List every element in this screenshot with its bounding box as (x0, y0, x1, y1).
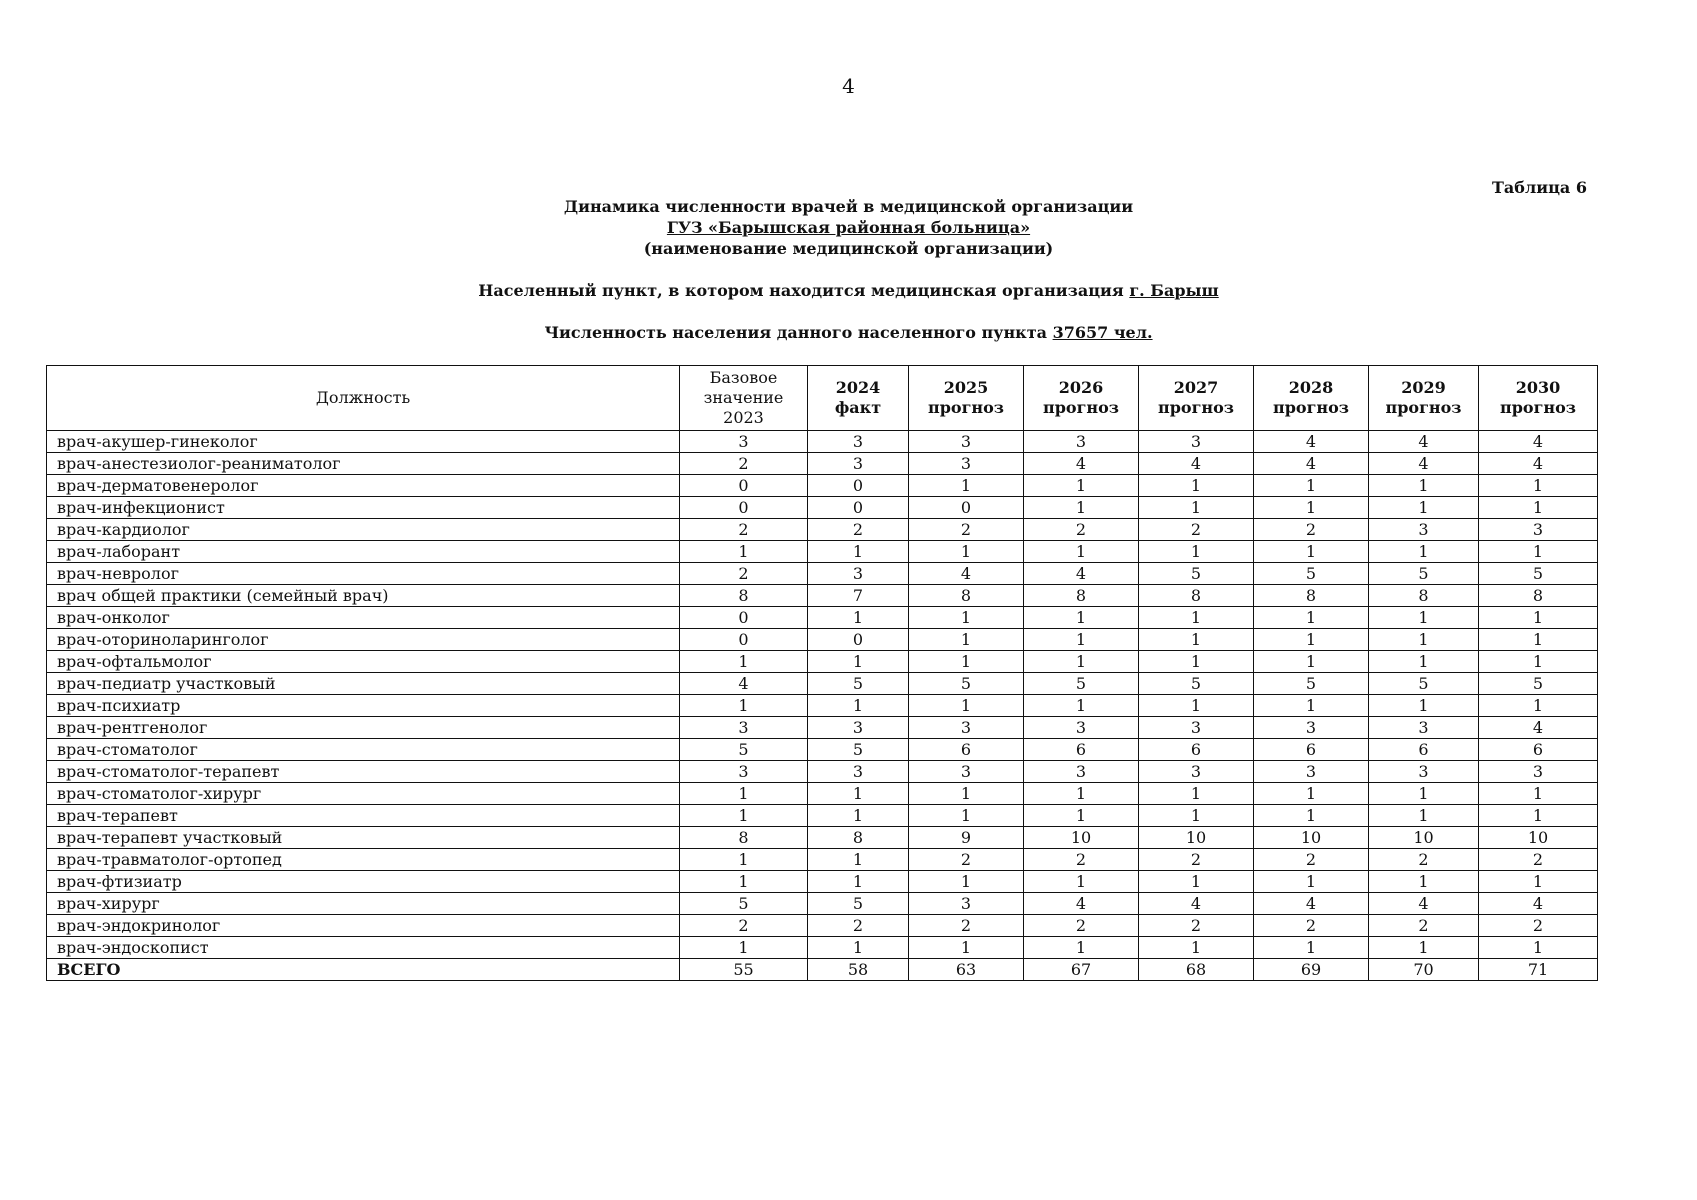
position-name: врач-стоматолог-хирург (47, 783, 680, 805)
header-year (1024, 366, 1139, 431)
value-cell: 5 (808, 673, 909, 695)
value-cell: 8 (1479, 585, 1598, 607)
value-cell: 1 (1479, 871, 1598, 893)
value-cell: 10 (1139, 827, 1254, 849)
table-row (47, 541, 1598, 563)
value-cell: 1 (909, 805, 1024, 827)
table-row (47, 585, 1598, 607)
value-cell: 5 (1479, 673, 1598, 695)
header-year-label: 2030 (1515, 378, 1561, 397)
value-cell: 4 (1479, 431, 1598, 453)
table-row (47, 695, 1598, 717)
position-name: врач-оториноларинголог (47, 629, 680, 651)
settlement-name: г. Барыш (1129, 281, 1219, 300)
value-cell: 1 (1254, 871, 1369, 893)
value-cell: 1 (909, 937, 1024, 959)
value-cell: 1 (1254, 607, 1369, 629)
value-cell: 58 (808, 959, 909, 981)
value-cell: 4 (1369, 893, 1479, 915)
value-cell: 3 (1024, 761, 1139, 783)
value-cell: 3 (909, 431, 1024, 453)
value-cell: 3 (1139, 761, 1254, 783)
value-cell: 1 (808, 805, 909, 827)
value-cell: 1 (1139, 783, 1254, 805)
position-name: врач-фтизиатр (47, 871, 680, 893)
value-cell: 0 (680, 607, 808, 629)
value-cell: 4 (1139, 453, 1254, 475)
header-year-label: 2029 (1401, 378, 1446, 397)
value-cell: 1 (1369, 497, 1479, 519)
position-name: врач-лаборант (47, 541, 680, 563)
table-body (47, 431, 1598, 981)
position-name: врач-акушер-гинеколог (47, 431, 680, 453)
value-cell: 3 (808, 761, 909, 783)
value-cell: 3 (1369, 761, 1479, 783)
value-cell: 0 (680, 475, 808, 497)
header-year (1479, 366, 1598, 431)
table-row (47, 871, 1598, 893)
settlement-line (0, 280, 1697, 301)
value-cell: 71 (1479, 959, 1598, 981)
value-cell: 1 (1479, 497, 1598, 519)
value-cell: 10 (1369, 827, 1479, 849)
population-value: 37657 чел. (1052, 323, 1153, 342)
value-cell: 69 (1254, 959, 1369, 981)
value-cell: 1 (1139, 497, 1254, 519)
table-row (47, 783, 1598, 805)
population-prefix: Численность населения данного населенного пункта (544, 323, 1047, 342)
value-cell: 1 (1139, 607, 1254, 629)
value-cell: 1 (909, 871, 1024, 893)
value-cell: 1 (680, 805, 808, 827)
value-cell: 1 (680, 695, 808, 717)
header-year-label: 2027 (1173, 378, 1219, 397)
value-cell: 3 (1254, 717, 1369, 739)
value-cell: 2 (1024, 915, 1139, 937)
table-row (47, 761, 1598, 783)
value-cell: 1 (1369, 937, 1479, 959)
value-cell: 1 (1479, 695, 1598, 717)
value-cell: 4 (1479, 893, 1598, 915)
value-cell: 3 (1139, 431, 1254, 453)
value-cell: 2 (680, 519, 808, 541)
position-name: ВСЕГО (47, 959, 680, 981)
value-cell: 1 (1254, 937, 1369, 959)
value-cell: 2 (1254, 849, 1369, 871)
table-row (47, 453, 1598, 475)
value-cell: 4 (1139, 893, 1254, 915)
page-number: 4 (842, 74, 855, 98)
value-cell: 2 (1139, 849, 1254, 871)
value-cell: 1 (1139, 695, 1254, 717)
value-cell: 1 (1479, 629, 1598, 651)
value-cell: 2 (909, 849, 1024, 871)
value-cell: 3 (680, 431, 808, 453)
value-cell: 3 (808, 431, 909, 453)
value-cell: 1 (1139, 805, 1254, 827)
value-cell: 2 (1369, 915, 1479, 937)
value-cell: 4 (1254, 893, 1369, 915)
value-cell: 3 (808, 453, 909, 475)
value-cell: 1 (808, 541, 909, 563)
value-cell: 4 (1254, 431, 1369, 453)
value-cell: 8 (1139, 585, 1254, 607)
value-cell: 4 (1024, 453, 1139, 475)
value-cell: 1 (909, 695, 1024, 717)
value-cell: 3 (1024, 431, 1139, 453)
value-cell: 1 (1479, 651, 1598, 673)
table-row (47, 475, 1598, 497)
value-cell: 8 (1369, 585, 1479, 607)
value-cell: 1 (909, 475, 1024, 497)
value-cell: 3 (680, 761, 808, 783)
value-cell: 1 (1024, 805, 1139, 827)
value-cell: 8 (909, 585, 1024, 607)
value-cell: 1 (808, 607, 909, 629)
value-cell: 1 (1369, 651, 1479, 673)
value-cell: 1 (1139, 651, 1254, 673)
value-cell: 3 (1254, 761, 1369, 783)
org-name (0, 217, 1697, 238)
value-cell: 1 (1369, 805, 1479, 827)
value-cell: 1 (1254, 475, 1369, 497)
value-cell: 8 (680, 827, 808, 849)
value-cell: 5 (1024, 673, 1139, 695)
value-cell: 1 (1254, 783, 1369, 805)
table-header-row (47, 366, 1598, 431)
value-cell: 0 (680, 497, 808, 519)
value-cell: 1 (680, 651, 808, 673)
value-cell: 1 (680, 871, 808, 893)
position-name: врач-рентгенолог (47, 717, 680, 739)
value-cell: 3 (909, 761, 1024, 783)
value-cell: 1 (1254, 629, 1369, 651)
position-name: врач-онколог (47, 607, 680, 629)
table-row (47, 937, 1598, 959)
value-cell: 5 (808, 739, 909, 761)
position-name: врач-терапевт участковый (47, 827, 680, 849)
value-cell: 0 (909, 497, 1024, 519)
position-name: врач-кардиолог (47, 519, 680, 541)
position-name: врач-травматолог-ортопед (47, 849, 680, 871)
value-cell: 8 (1024, 585, 1139, 607)
value-cell: 2 (1369, 849, 1479, 871)
value-cell: 1 (909, 629, 1024, 651)
value-cell: 1 (680, 783, 808, 805)
value-cell: 2 (680, 915, 808, 937)
value-cell: 1 (1369, 541, 1479, 563)
value-cell: 2 (1479, 915, 1598, 937)
value-cell: 1 (1139, 541, 1254, 563)
value-cell: 5 (1139, 673, 1254, 695)
value-cell: 5 (808, 893, 909, 915)
value-cell: 3 (808, 717, 909, 739)
position-name: врач-стоматолог (47, 739, 680, 761)
value-cell: 1 (1479, 541, 1598, 563)
position-name: врач-невролог (47, 563, 680, 585)
value-cell: 3 (808, 563, 909, 585)
value-cell: 1 (1024, 497, 1139, 519)
table-row (47, 651, 1598, 673)
value-cell: 3 (1369, 519, 1479, 541)
value-cell: 2 (1139, 519, 1254, 541)
table-row (47, 673, 1598, 695)
value-cell: 5 (1369, 673, 1479, 695)
table-row (47, 717, 1598, 739)
value-cell: 70 (1369, 959, 1479, 981)
value-cell: 1 (1369, 629, 1479, 651)
value-cell: 1 (1024, 783, 1139, 805)
value-cell: 7 (808, 585, 909, 607)
header-base (680, 366, 808, 431)
value-cell: 5 (680, 893, 808, 915)
value-cell: 1 (808, 937, 909, 959)
value-cell: 1 (1369, 783, 1479, 805)
header-year (1369, 366, 1479, 431)
value-cell: 3 (1024, 717, 1139, 739)
value-cell: 1 (1024, 871, 1139, 893)
org-name-text: ГУЗ «Барышская районная больница» (666, 218, 1031, 237)
position-name: врач-стоматолог-терапевт (47, 761, 680, 783)
value-cell: 2 (680, 563, 808, 585)
value-cell: 0 (808, 475, 909, 497)
position-name: врач-офтальмолог (47, 651, 680, 673)
value-cell: 2 (1024, 519, 1139, 541)
value-cell: 63 (909, 959, 1024, 981)
position-name: врач-педиатр участковый (47, 673, 680, 695)
value-cell: 2 (1254, 915, 1369, 937)
value-cell: 3 (680, 717, 808, 739)
value-cell: 1 (1479, 607, 1598, 629)
position-name: врач-эндоскопист (47, 937, 680, 959)
value-cell: 3 (1479, 519, 1598, 541)
header-year (1254, 366, 1369, 431)
table-row (47, 629, 1598, 651)
value-cell: 1 (1254, 651, 1369, 673)
value-cell: 5 (909, 673, 1024, 695)
header-position: Должность (47, 366, 680, 431)
header-year (1139, 366, 1254, 431)
value-cell: 1 (680, 937, 808, 959)
value-cell: 3 (1369, 717, 1479, 739)
value-cell: 1 (1254, 805, 1369, 827)
value-cell: 1 (808, 695, 909, 717)
value-cell: 10 (1024, 827, 1139, 849)
value-cell: 10 (1254, 827, 1369, 849)
value-cell: 4 (1024, 563, 1139, 585)
header-year-note: прогноз (1273, 398, 1349, 417)
value-cell: 1 (1254, 497, 1369, 519)
table-row (47, 739, 1598, 761)
position-name: врач-терапевт (47, 805, 680, 827)
value-cell: 1 (1369, 607, 1479, 629)
value-cell: 2 (680, 453, 808, 475)
table-row (47, 431, 1598, 453)
header-year-note: прогноз (1043, 398, 1119, 417)
value-cell: 10 (1479, 827, 1598, 849)
value-cell: 1 (808, 783, 909, 805)
header-base-line: 2023 (723, 408, 764, 427)
value-cell: 1 (1024, 629, 1139, 651)
value-cell: 1 (1024, 541, 1139, 563)
value-cell: 1 (680, 849, 808, 871)
header-base-line: Базовое (709, 368, 778, 387)
header-year-note: прогноз (1385, 398, 1462, 417)
value-cell: 1 (808, 651, 909, 673)
value-cell: 4 (1479, 717, 1598, 739)
header-year-note: прогноз (1158, 398, 1234, 417)
value-cell: 5 (1369, 563, 1479, 585)
value-cell: 1 (1254, 541, 1369, 563)
value-cell: 6 (909, 739, 1024, 761)
table-row (47, 497, 1598, 519)
header-year-note: прогноз (928, 398, 1004, 417)
value-cell: 55 (680, 959, 808, 981)
value-cell: 1 (1139, 871, 1254, 893)
value-cell: 6 (1369, 739, 1479, 761)
position-name: врач-хирург (47, 893, 680, 915)
value-cell: 1 (909, 651, 1024, 673)
value-cell: 4 (1369, 453, 1479, 475)
value-cell: 3 (1139, 717, 1254, 739)
table-row (47, 607, 1598, 629)
value-cell: 1 (1024, 651, 1139, 673)
value-cell: 1 (1479, 475, 1598, 497)
value-cell: 1 (1024, 475, 1139, 497)
value-cell: 2 (1139, 915, 1254, 937)
value-cell: 5 (1254, 673, 1369, 695)
value-cell: 4 (680, 673, 808, 695)
value-cell: 5 (1254, 563, 1369, 585)
position-name: врач общей практики (семейный врач) (47, 585, 680, 607)
value-cell: 6 (1479, 739, 1598, 761)
value-cell: 1 (909, 541, 1024, 563)
value-cell: 8 (1254, 585, 1369, 607)
value-cell: 5 (680, 739, 808, 761)
org-caption: (наименование медицинской организации) (643, 239, 1054, 258)
value-cell: 0 (808, 629, 909, 651)
value-cell: 1 (1024, 695, 1139, 717)
value-cell: 1 (1254, 695, 1369, 717)
value-cell: 3 (909, 717, 1024, 739)
value-cell: 2 (1024, 849, 1139, 871)
position-name: врач-дерматовенеролог (47, 475, 680, 497)
total-row (47, 959, 1598, 981)
value-cell: 4 (1369, 431, 1479, 453)
header-year-label: 2028 (1288, 378, 1334, 397)
header-base-line: значение (703, 388, 784, 407)
value-cell: 2 (909, 915, 1024, 937)
position-name: врач-анестезиолог-реаниматолог (47, 453, 680, 475)
value-cell: 0 (808, 497, 909, 519)
position-name: врач-психиатр (47, 695, 680, 717)
value-cell: 1 (808, 871, 909, 893)
table-row (47, 805, 1598, 827)
table-row (47, 827, 1598, 849)
value-cell: 1 (1139, 629, 1254, 651)
settlement-prefix: Населенный пункт, в котором находится медицинская организация (478, 281, 1124, 300)
value-cell: 6 (1024, 739, 1139, 761)
table-label: Таблица 6 (1492, 178, 1587, 197)
table-row (47, 893, 1598, 915)
value-cell: 2 (808, 915, 909, 937)
position-name: врач-эндокринолог (47, 915, 680, 937)
value-cell: 4 (1479, 453, 1598, 475)
value-cell: 6 (1254, 739, 1369, 761)
value-cell: 5 (1139, 563, 1254, 585)
header-year (909, 366, 1024, 431)
value-cell: 0 (680, 629, 808, 651)
value-cell: 1 (1479, 937, 1598, 959)
header-year (808, 366, 909, 431)
value-cell: 1 (1369, 475, 1479, 497)
value-cell: 8 (808, 827, 909, 849)
value-cell: 1 (909, 607, 1024, 629)
header-year-note: факт (834, 398, 882, 417)
value-cell: 4 (1254, 453, 1369, 475)
table-row (47, 849, 1598, 871)
value-cell: 1 (1369, 695, 1479, 717)
table-row (47, 563, 1598, 585)
value-cell: 1 (1024, 937, 1139, 959)
value-cell: 1 (1024, 607, 1139, 629)
title-line: Динамика численности врачей в медицинской организации (563, 197, 1134, 216)
value-cell: 2 (1479, 849, 1598, 871)
doctors-table (46, 365, 1598, 981)
value-cell: 1 (1139, 475, 1254, 497)
value-cell: 9 (909, 827, 1024, 849)
value-cell: 6 (1139, 739, 1254, 761)
value-cell: 3 (909, 893, 1024, 915)
population-line (0, 322, 1697, 343)
value-cell: 4 (909, 563, 1024, 585)
value-cell: 2 (808, 519, 909, 541)
table-row (47, 519, 1598, 541)
value-cell: 2 (909, 519, 1024, 541)
value-cell: 3 (909, 453, 1024, 475)
value-cell: 1 (1369, 871, 1479, 893)
value-cell: 2 (1254, 519, 1369, 541)
value-cell: 1 (909, 783, 1024, 805)
header-year-note: прогноз (1500, 398, 1576, 417)
value-cell: 4 (1024, 893, 1139, 915)
header-year-label: 2025 (943, 378, 989, 397)
table-row (47, 915, 1598, 937)
value-cell: 1 (1479, 783, 1598, 805)
header-year-label: 2026 (1058, 378, 1104, 397)
value-cell: 67 (1024, 959, 1139, 981)
position-name: врач-инфекционист (47, 497, 680, 519)
value-cell: 5 (1479, 563, 1598, 585)
value-cell: 68 (1139, 959, 1254, 981)
value-cell: 1 (680, 541, 808, 563)
value-cell: 1 (1479, 805, 1598, 827)
value-cell: 3 (1479, 761, 1598, 783)
value-cell: 1 (808, 849, 909, 871)
header-year-label: 2024 (835, 378, 881, 397)
value-cell: 8 (680, 585, 808, 607)
value-cell: 1 (1139, 937, 1254, 959)
